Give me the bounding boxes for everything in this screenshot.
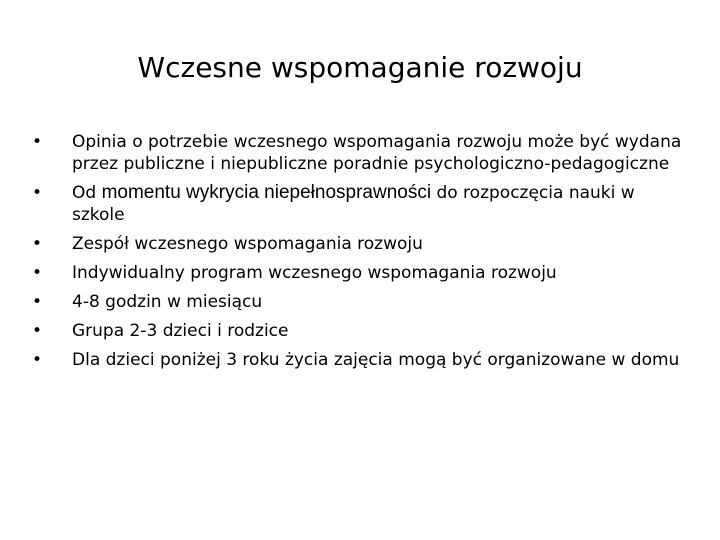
list-item — [30, 320, 690, 342]
bullet-icon: • — [31, 183, 43, 203]
bullet-text: Grupa 2-3 dzieci i rodzice — [72, 321, 289, 341]
bullet-text-part: Od — [72, 183, 102, 203]
bullet-list — [30, 131, 690, 378]
bullet-icon: • — [31, 350, 43, 370]
list-item — [30, 182, 690, 226]
list-item — [30, 131, 690, 175]
slide-title: Wczesne wspomaganie rozwoju — [137, 51, 583, 84]
bullet-icon: • — [31, 234, 43, 254]
bullet-text: Indywidualny program wczesnego wspomagania rozwoju — [72, 263, 557, 283]
bullet-text: Dla dzieci poniżej 3 roku życia zajęcia mogą być organizowane w domu — [72, 350, 680, 370]
bullet-text — [72, 182, 690, 226]
list-item — [30, 349, 690, 371]
bullet-text-part: momentu wykrycia niepełnosprawności — [101, 182, 432, 203]
list-item — [30, 291, 690, 313]
bullet-icon: • — [31, 321, 43, 341]
bullet-text: 4-8 godzin w miesiącu — [72, 292, 263, 312]
bullet-text: Opinia o potrzebie wczesnego wspomagania rozwoju może być wydana przez publiczne i niepubliczne poradnie psychologiczno-pedagogiczne — [72, 132, 682, 174]
bullet-icon: • — [31, 292, 43, 312]
bullet-icon: • — [31, 132, 43, 152]
list-item — [30, 233, 690, 255]
bullet-icon: • — [31, 263, 43, 283]
list-item — [30, 262, 690, 284]
bullet-text: Zespół wczesnego wspomagania rozwoju — [72, 234, 423, 254]
bullet-text-part: do rozpoczęcia nauki w szkole — [72, 183, 635, 225]
